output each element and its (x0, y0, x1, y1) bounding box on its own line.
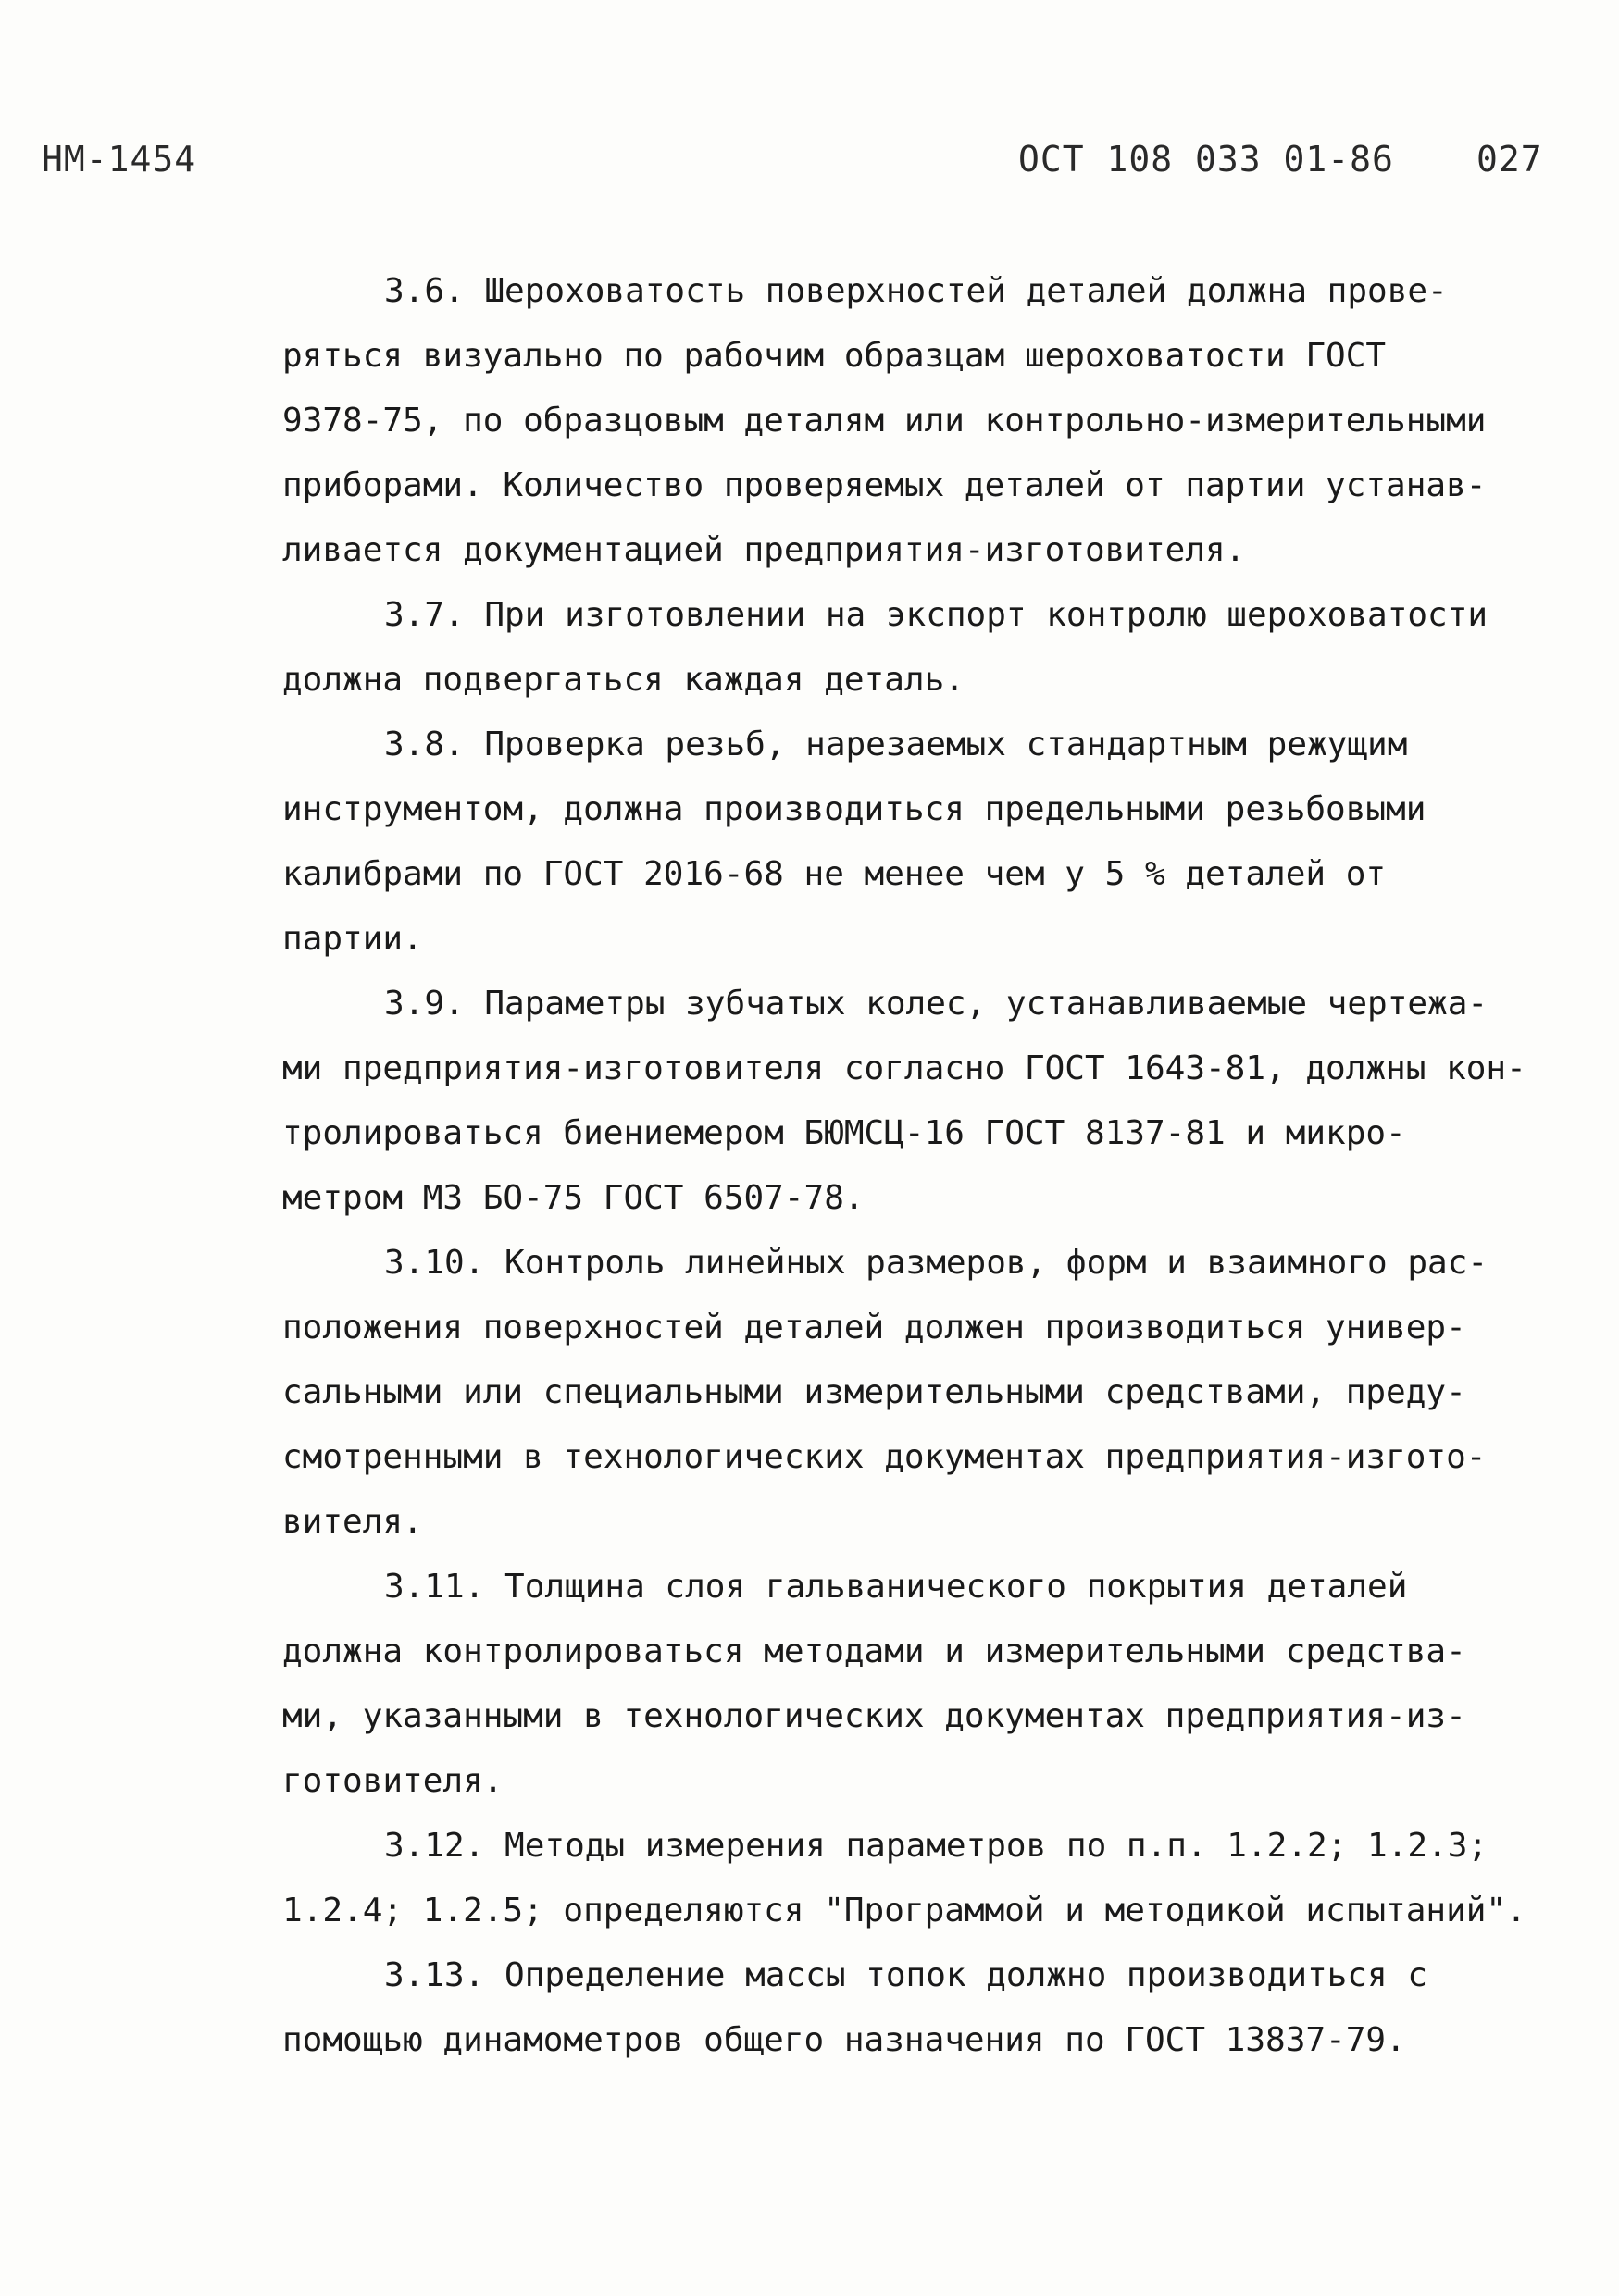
text-line: сальными или специальными измерительными средствами, преду- (282, 1373, 1466, 1411)
text-line: должна подвергаться каждая деталь. (282, 661, 965, 699)
text-line: ми предприятия-изготовителя согласно ГОСТ 1643-81, должны кон- (282, 1049, 1526, 1087)
text-line: 3.13. Определение массы топок должно производиться с (384, 1956, 1428, 1994)
text-line: ряться визуально по рабочим образцам шероховатости ГОСТ (282, 337, 1387, 375)
paragraph-3-9 (282, 972, 1578, 1231)
text-line: положения поверхностей деталей должен производиться универ- (282, 1309, 1466, 1347)
text-line: смотренными в технологических документах предприятия-изгото- (282, 1438, 1487, 1476)
text-line: 3.12. Методы измерения параметров по п.п. 1.2.2; 1.2.3; (384, 1827, 1488, 1865)
text-line: 3.9. Параметры зубчатых колес, устанавливаемые чертежа- (384, 985, 1488, 1023)
text-line: тролироваться биениемером БЮМСЦ-16 ГОСТ 8137-81 и микро- (282, 1114, 1406, 1152)
paragraph-3-11 (282, 1555, 1578, 1814)
text-line: помощью динамометров общего назначения по ГОСТ 13837-79. (282, 2021, 1406, 2059)
document-body (282, 259, 1578, 2073)
text-line: партии. (282, 920, 423, 958)
text-line: ми, указанными в технологических документах предприятия-из- (282, 1697, 1466, 1735)
standard-number: ОСТ 108 033 01-86 (1018, 139, 1394, 180)
text-line: приборами. Количество проверяемых деталей от партии устанав- (282, 466, 1487, 504)
text-line: готовителя. (282, 1762, 504, 1800)
text-line: калибрами по ГОСТ 2016-68 не менее чем у 5 % деталей от (282, 855, 1387, 893)
text-line: вителя. (282, 1503, 423, 1541)
text-line: должна контролироваться методами и измерительными средства- (282, 1632, 1466, 1670)
paragraph-3-6 (282, 259, 1578, 583)
paragraph-3-13 (282, 1943, 1578, 2073)
text-line: 3.7. При изготовлении на экспорт контролю шероховатости (384, 596, 1488, 634)
text-line: 3.8. Проверка резьб, нарезаемых стандартным режущим (384, 726, 1408, 763)
text-line: метром МЗ БО-75 ГОСТ 6507-78. (282, 1179, 865, 1217)
text-line: инструментом, должна производиться предельными резьбовыми (282, 790, 1426, 828)
text-line: 1.2.4; 1.2.5; определяются "Программой и методикой испытаний". (282, 1892, 1526, 1930)
paragraph-3-12 (282, 1814, 1578, 1943)
paragraph-3-8 (282, 713, 1578, 972)
paragraph-3-7 (282, 583, 1578, 713)
paragraph-3-10 (282, 1231, 1578, 1555)
text-line: ливается документацией предприятия-изготовителя. (282, 531, 1246, 569)
text-line: 3.11. Толщина слоя гальванического покрытия деталей (384, 1568, 1408, 1606)
page-number: 027 (1476, 139, 1543, 180)
text-line: 3.10. Контроль линейных размеров, форм и взаимного рас- (384, 1244, 1488, 1282)
doc-code: НМ-1454 (42, 139, 197, 180)
text-line: 9378-75, по образцовым деталям или контрольно-измерительными (282, 402, 1487, 440)
text-line: 3.6. Шероховатость поверхностей деталей должна прове- (384, 272, 1448, 310)
